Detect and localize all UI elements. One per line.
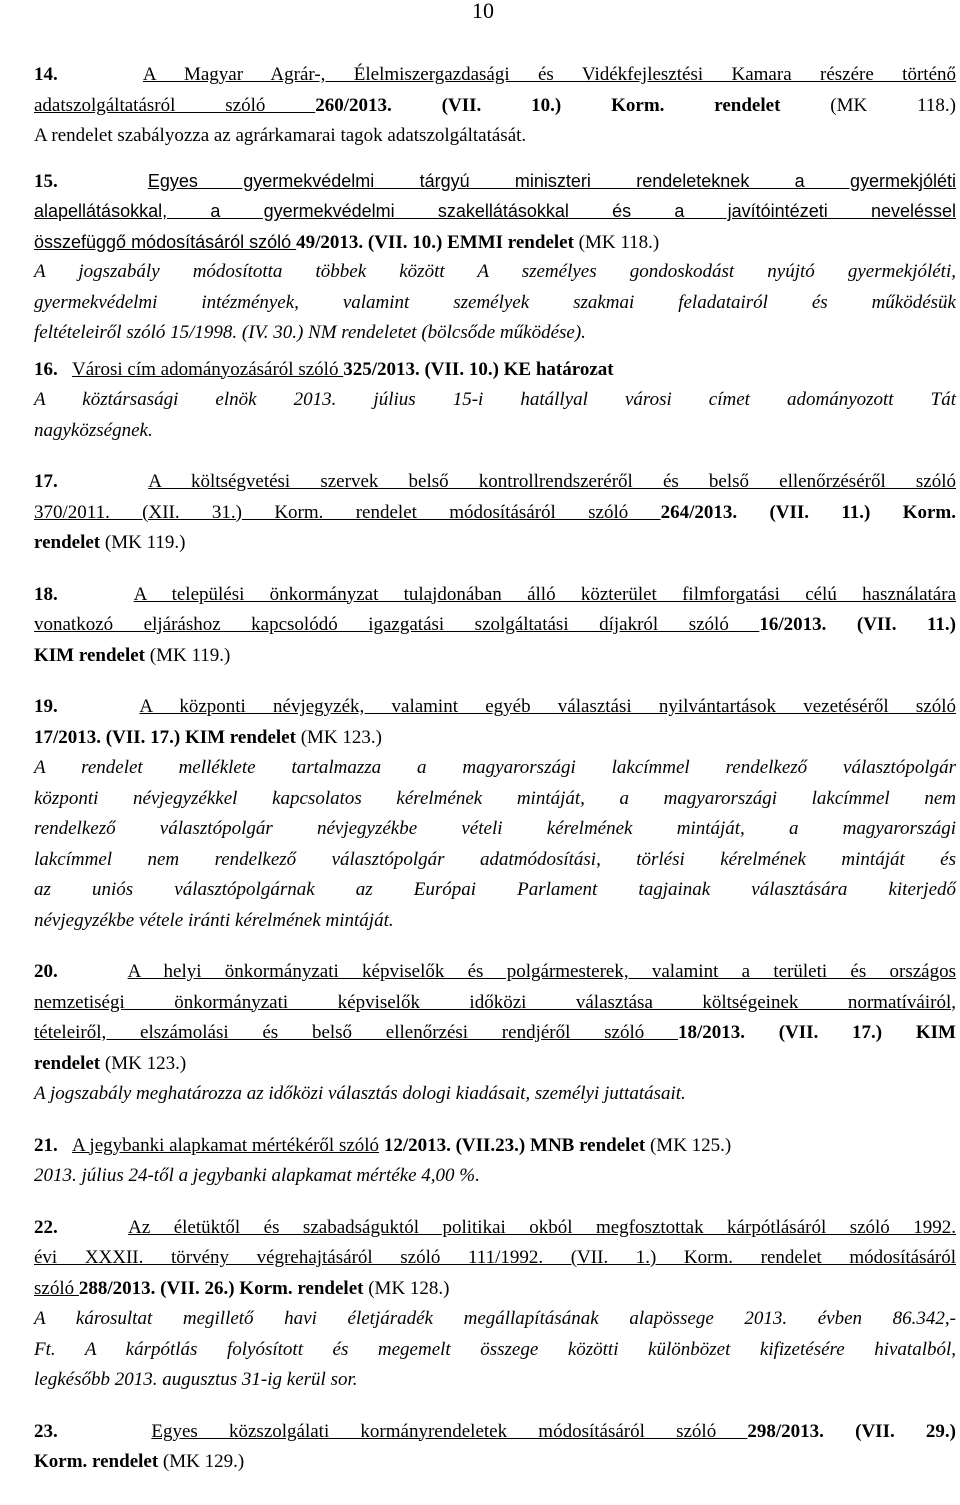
content [34, 60, 956, 1499]
entry-description: 2013. július 24-től a jegybanki alapkamat mértéke 4,00 %. [34, 1165, 480, 1186]
entry-description: gyermekvédelmi intézmények, valamint személyek szakmai feladatairól és működésük [34, 291, 956, 313]
entry-title: Városi cím adományozásáról szóló [72, 358, 344, 380]
entry-description: legkésőbb 2013. augusztus 31-ig kerül sor. [34, 1369, 358, 1390]
gazette-ref: (MK 119.) [145, 644, 231, 666]
entry-description: lakcímmel nem rendelkező választópolgár adatmódosítási, törlési kérelmének mintáját és [34, 848, 956, 870]
entry-number: 16. [34, 358, 58, 380]
entry-title: A helyi önkormányzati képviselők és polgármesterek, valamint a területi és országos [127, 961, 957, 982]
entry-15 [34, 166, 956, 349]
entry-14 [34, 60, 956, 152]
entry-title: évi XXXII. törvény végrehajtásáról szóló 111/1992. (VII. 1.) Korm. rendelet módosításáról [34, 1247, 956, 1268]
entry-22 [34, 1213, 956, 1396]
entry-title: A központi névjegyzék, valamint egyéb választási nyilvántartások vezetéséről szóló [139, 696, 956, 717]
entry-reference: 17/2013. (VII. 17.) KIM rendelet [34, 726, 296, 748]
entry-reference: 298/2013. (VII. 29.) [747, 1420, 956, 1442]
entry-reference: 16/2013. (VII. 11.) [759, 614, 956, 635]
entry-reference: 325/2013. (VII. 10.) KE határozat [343, 358, 614, 380]
entry-description: feltételeiről szóló 15/1998. (IV. 30.) NM rendeletet (bölcsőde működése). [34, 322, 586, 343]
entry-description: nagyközségnek. [34, 419, 153, 441]
entry-number: 15. [34, 170, 58, 192]
entry-title: 370/2011. (XII. 31.) Korm. rendelet módosításáról szóló [34, 501, 661, 523]
gazette-ref: (MK 129.) [158, 1451, 245, 1472]
entry-description: A jogszabály meghatározza az időközi választás dologi kiadásait, személyi juttatásait. [34, 1083, 686, 1104]
entry-16 [34, 355, 956, 447]
entry-21 [34, 1131, 956, 1192]
entry-reference: 18/2013. (VII. 17.) KIM [677, 1022, 956, 1043]
entry-reference: Korm. rendelet [34, 1451, 159, 1472]
entry-reference: rendelet [34, 532, 101, 553]
entry-description: A rendelet melléklete tartalmazza a magyarországi lakcímmel rendelkező választópolgár [34, 757, 956, 778]
entry-description: az uniós választópolgárnak az Európai Parlament tagjainak választására kiterjedő [34, 879, 956, 900]
entry-19 [34, 692, 956, 936]
entry-title: Egyes gyermekvédelmi tárgyú miniszteri rendeleteknek a gyermekjóléti [147, 170, 956, 191]
entry-title: A jegybanki alapkamat mértékéről szóló [72, 1134, 380, 1156]
entry-reference: 260/2013. (VII. 10.) Korm. rendelet [315, 94, 781, 116]
entry-reference: 49/2013. (VII. 10.) EMMI rendelet [296, 231, 574, 253]
gazette-ref: (MK 118.) [573, 231, 660, 253]
entry-title: A Magyar Agrár-, Élelmiszergazdasági és Vidékfejlesztési Kamara részére történő [142, 64, 956, 85]
entry-description: A károsultat megillető havi életjáradék megállapításának alapössege 2013. évben 86.342,- [34, 1308, 956, 1329]
entry-title: adatszolgáltatásról szóló [34, 94, 316, 116]
entry-reference: KIM rendelet [34, 644, 145, 666]
entry-reference: 264/2013. (VII. 11.) Korm. [660, 501, 956, 523]
entry-23 [34, 1417, 956, 1478]
entry-title: összefüggő módosításáról szóló [34, 231, 297, 252]
entry-number: 22. [34, 1216, 58, 1238]
gazette-ref: (MK 119.) [100, 532, 186, 553]
entry-reference: 12/2013. (VII.23.) MNB rendelet [379, 1134, 646, 1156]
entry-title: A költségvetési szervek belső kontrollrendszeréről és belső ellenőrzéséről szóló [148, 471, 956, 492]
entry-title: alapellátásokkal, a gyermekvédelmi szakellátásokkal és a javítóintézeti neveléssel [34, 201, 956, 221]
entry-title: tételeiről, elszámolási és belső ellenőrzési rendjéről szóló [34, 1022, 678, 1043]
entry-reference: rendelet [34, 1052, 101, 1074]
entry-description: rendelkező választópolgár névjegyzékbe vételi kérelmének mintáját, a magyarországi [34, 818, 956, 839]
entry-description: A köztársasági elnök 2013. július 15-i hatállyal városi címet adományozott Tát [34, 389, 956, 410]
entry-number: 19. [34, 696, 58, 717]
entry-18 [34, 580, 956, 672]
entry-description: központi névjegyzékkel kapcsolatos kérelmének mintáját, a magyarországi lakcímmel nem [34, 787, 956, 809]
page-number: 10 [472, 0, 494, 23]
entry-description: névjegyzékbe vétele iránti kérelmének mintáját. [34, 909, 394, 931]
entry-title: A települési önkormányzat tulajdonában álló közterület filmforgatási célú használatára [133, 583, 957, 605]
gazette-ref: (MK 125.) [645, 1134, 732, 1156]
entry-reference: 288/2013. (VII. 26.) Korm. rendelet [78, 1277, 364, 1299]
entry-number: 20. [34, 961, 58, 982]
entry-17 [34, 467, 956, 559]
gazette-ref: (MK 123.) [295, 726, 382, 748]
entry-number: 18. [34, 583, 58, 605]
entry-number: 21. [34, 1134, 58, 1156]
entry-title: szóló [34, 1277, 79, 1299]
entry-title: nemzetiségi önkormányzati képviselők időközi választása költségeinek normatíváiról, [34, 991, 956, 1013]
entry-description: A jogszabály módosította többek között A személyes gondoskodást nyújtó gyermekjóléti, [34, 261, 956, 282]
gazette-ref: (MK 118.) [780, 94, 956, 116]
gazette-ref: (MK 123.) [100, 1052, 187, 1074]
entry-description: Ft. A kárpótlás folyósított és megemelt összege közötti különbözet kifizetésére hivatalból, [34, 1338, 956, 1360]
entry-number: 14. [34, 64, 58, 85]
entry-title: vonatkozó eljáráshoz kapcsolódó igazgatási szolgáltatási díjakról szóló [34, 614, 760, 635]
gazette-ref: (MK 128.) [363, 1277, 450, 1299]
entry-number: 23. [34, 1420, 58, 1442]
entry-number: 17. [34, 471, 58, 492]
entry-title: Egyes közszolgálati kormányrendeletek módosításáról szóló [151, 1420, 748, 1442]
entry-20 [34, 957, 956, 1110]
entry-title: Az életüktől és szabadságuktól politikai okból megfosztottak kárpótlásáról szóló 1992. [128, 1216, 956, 1238]
entry-description: A rendelet szabályozza az agrárkamarai tagok adatszolgáltatását. [34, 125, 527, 146]
